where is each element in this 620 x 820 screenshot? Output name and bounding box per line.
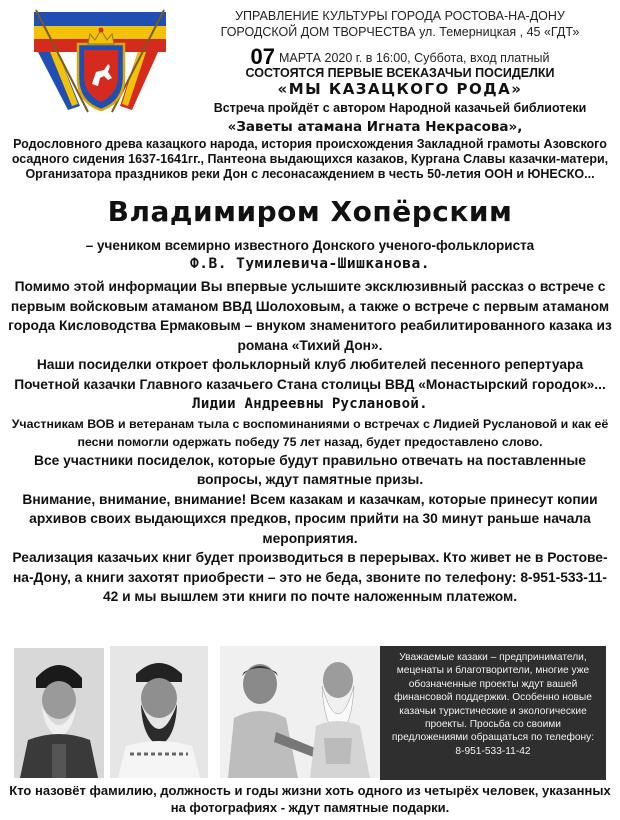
event-title: «МЫ КАЗАЦКОГО РОДА»: [277, 80, 523, 98]
author-student-of: – учеником всемирно известного Донского ученого-фольклориста: [85, 238, 535, 253]
portrait-photo: [110, 646, 208, 778]
paragraph-books: Реализация казачьих книг будет производиться в перерывах. Кто живет не в Ростове-на-Дону, а книги захотят приобрести – это не беда, звоните по телефону: 8-951-533-11-42 и мы вышлем эти книги по почте наложенным платежом.: [12, 550, 608, 604]
meeting-intro: Встреча пройдёт с автором Народной казачьей библиотеки: [213, 101, 587, 115]
sponsor-appeal-box: Уважаемые казаки – предприниматели, меценаты и благотворители, многие уже обозначенные проекты ждут вашей финансовой поддержки. Особенно новые казачьи туристические и экологические проекты. Просьба со своими предложениями обращаться по телефону: 8-951-533-11-42: [380, 646, 606, 780]
photo-strip: [14, 646, 374, 778]
portrait-photo: [220, 646, 380, 778]
ruslanova-name: Лидии Андреевны Руслановой.: [192, 396, 428, 412]
paragraph-sholokhov: Помимо этой информации Вы впервые услышите эксклюзивный рассказ о встрече с первым войсковым атаманом ВВД Шолоховым, а также о встрече с первым атаманом города Кисловодства Ермаковым – внуком знаменитого реабилитированного казака из романа «Тихий Дон».: [8, 279, 612, 353]
organizer-block: [180, 8, 620, 40]
date-details: МАРТА 2020 г. в 16:00, Суббота, вход платный: [278, 51, 550, 65]
folk-club-text: Наши посиделки откроет фольклорный клуб любителей песенного репертуара Почетной казачки Главного казачьего Стана столицы ВВД «Монастырский городок»...: [14, 357, 606, 392]
paragraph-archives: Внимание, внимание, внимание! Всем казакам и казачкам, которые принесут копии архивов своих выдающихся предков, просим прийти на 30 минут раньше начала мероприятия.: [22, 491, 598, 546]
organizer-line-2: ГОРОДСКОЙ ДОМ ТВОРЧЕСТВА ул. Темерницкая , 45 «ГДТ»: [220, 25, 580, 39]
library-title: «Заветы атамана Игната Некрасова»,: [227, 119, 523, 135]
body-text: [6, 277, 614, 607]
portrait-photo: [14, 648, 104, 778]
date-day: 07: [250, 44, 275, 69]
paragraph-veterans: Участникам ВОВ и ветеранам тыла с воспоминаниями о встречах с Лидией Руслановой и как её песни помогли одержать победу 75 лет назад, будет предоставлено слово.: [11, 416, 609, 449]
folklorist-name: Ф.В. Тумилевича-Шишканова.: [190, 256, 430, 272]
paragraph-folk-club: [6, 355, 614, 415]
photo-quiz-caption: Кто назовёт фамилию, должность и годы жизни хоть одного из четырёх человек, указанных на фотографиях - ждут памятные подарки.: [9, 783, 611, 815]
cossack-emblem-icon: [28, 6, 178, 114]
library-description: Родословного древа казацкого народа, история происхождения Закладной грамоты Азовского осадного сидения 1637-1641гг., Пантеона выдающихся казаков, Кургана Славы казачки-матери, Организатора праздников реки Дон с лесонасаждением в честь 50-летия ООН и ЮНЕСКО...: [11, 137, 609, 181]
event-subtitle: СОСТОЯТСЯ ПЕРВЫЕ ВСЕКАЗАЧЬИ ПОСИДЕЛКИ: [245, 66, 555, 80]
organizer-line-1: УПРАВЛЕНИЕ КУЛЬТУРЫ ГОРОДА РОСТОВА-НА-ДОНУ: [235, 9, 565, 23]
author-name: Владимиром Хопёрским: [107, 195, 513, 228]
paragraph-prizes: Все участники посиделок, которые будут правильно отвечать на поставленные вопросы, ждут памятные призы.: [34, 452, 586, 487]
